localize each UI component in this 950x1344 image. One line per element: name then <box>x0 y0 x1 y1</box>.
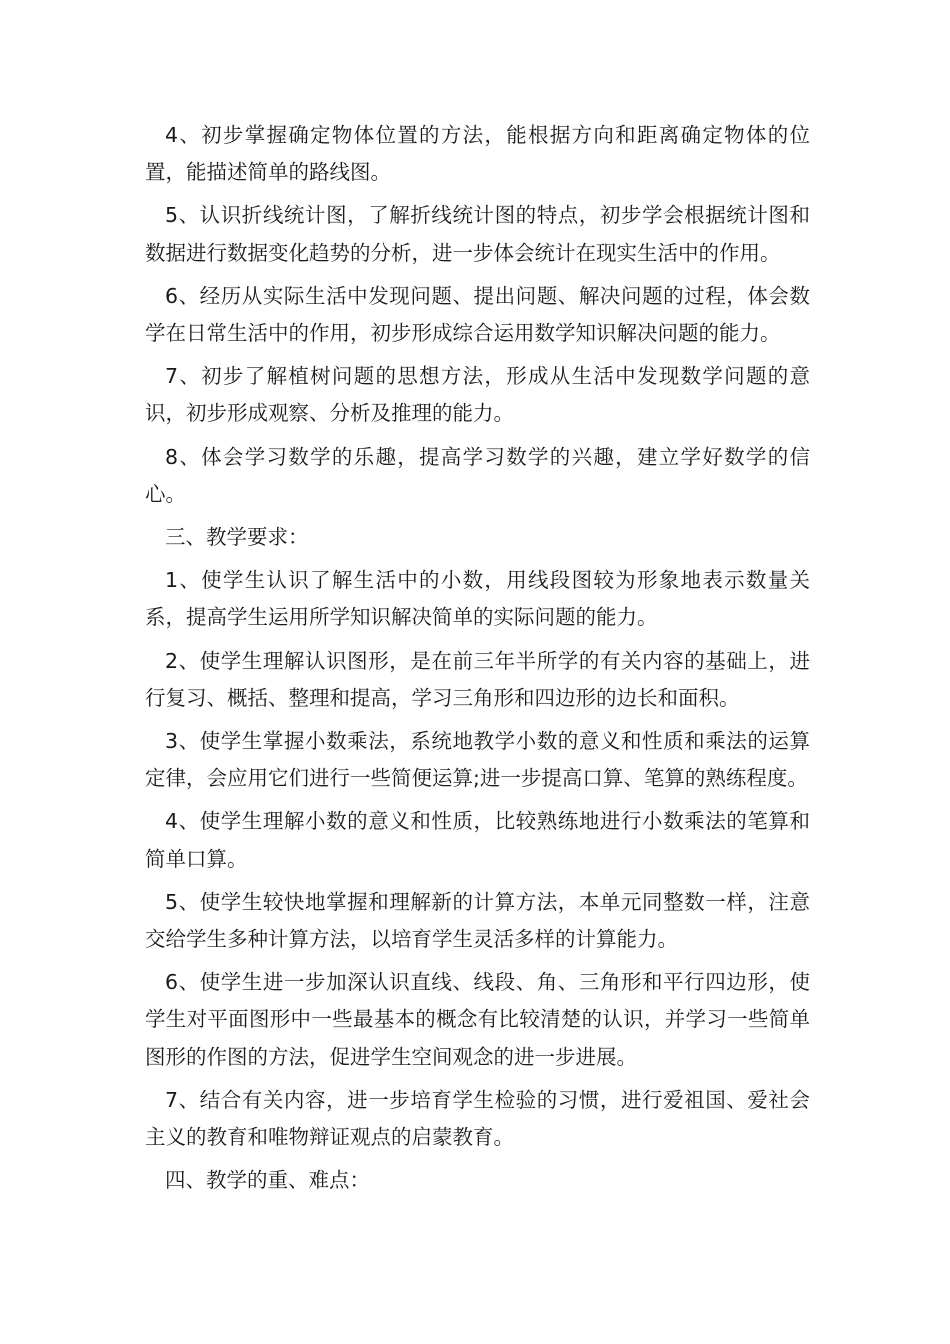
paragraph-requirement-4: 4、使学生理解小数的意义和性质，比较熟练地进行小数乘法的笔算和简单口算。 <box>145 809 810 871</box>
paragraph-requirement-3: 3、使学生掌握小数乘法，系统地教学小数的意义和性质和乘法的运算定律，会应用它们进行一些简便运算;进一步提高口算、笔算的熟练程度。 <box>145 729 810 791</box>
paragraph-goal-8: 8、体会学习数学的乐趣，提高学习数学的兴趣，建立学好数学的信心。 <box>145 444 810 506</box>
document-body <box>145 117 810 1205</box>
paragraph-requirement-7: 7、结合有关内容，进一步培育学生检验的习惯，进行爱祖国、爱社会主义的教育和唯物辩证观点的启蒙教育。 <box>145 1087 810 1150</box>
section-heading-requirements: 三、教学要求： <box>165 525 309 550</box>
section-heading-key-points: 四、教学的重、难点： <box>165 1168 370 1193</box>
paragraph-requirement-2: 2、使学生理解认识图形，是在前三年半所学的有关内容的基础上，进行复习、概括、整理和提高，学习三角形和四边形的边长和面积。 <box>145 648 810 710</box>
paragraph-requirement-6: 6、使学生进一步加深认识直线、线段、角、三角形和平行四边形，使学生对平面图形中一些最基本的概念有比较清楚的认识，并学习一些简单图形的作图的方法，促进学生空间观念的进一步进展。 <box>145 970 810 1069</box>
paragraph-goal-5: 5、认识折线统计图，了解折线统计图的特点，初步学会根据统计图和数据进行数据变化趋势的分析，进一步体会统计在现实生活中的作用。 <box>145 203 810 265</box>
paragraph-requirement-1: 1、使学生认识了解生活中的小数，用线段图较为形象地表示数量关系，提高学生运用所学知识解决简单的实际问题的能力。 <box>145 568 810 630</box>
paragraph-goal-7: 7、初步了解植树问题的思想方法，形成从生活中发现数学问题的意识，初步形成观察、分析及推理的能力。 <box>145 364 810 426</box>
paragraph-goal-6: 6、经历从实际生活中发现问题、提出问题、解决问题的过程，体会数学在日常生活中的作用，初步形成综合运用数学知识解决问题的能力。 <box>145 283 810 346</box>
paragraph-goal-4: 4、初步掌握确定物体位置的方法，能根据方向和距离确定物体的位置，能描述简单的路线图。 <box>145 123 810 185</box>
paragraph-requirement-5: 5、使学生较快地掌握和理解新的计算方法，本单元同整数一样，注意交给学生多种计算方法，以培育学生灵活多样的计算能力。 <box>145 889 810 952</box>
